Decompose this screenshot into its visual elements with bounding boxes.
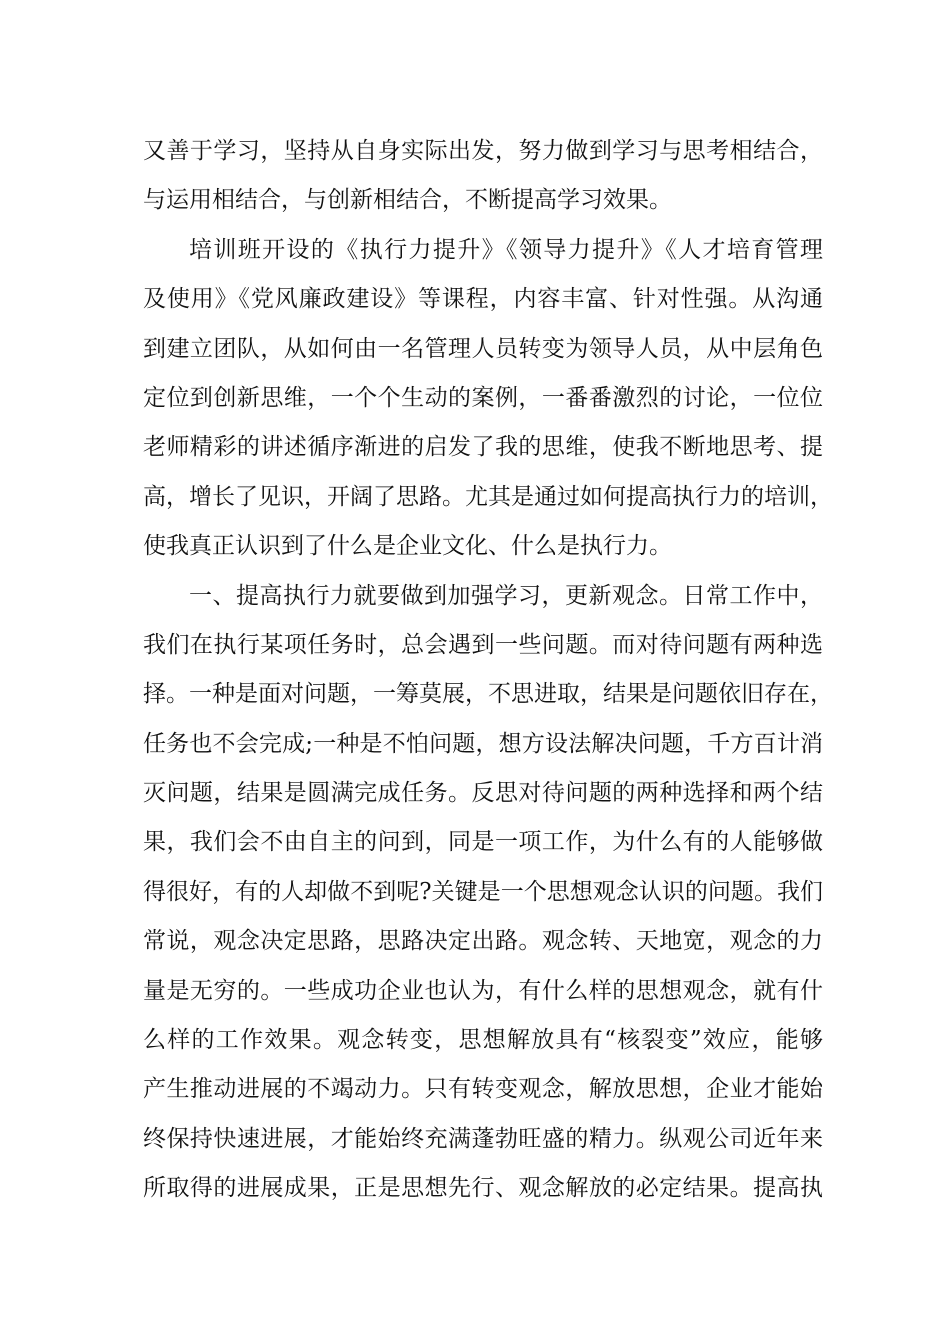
text-line: 高，增长了见识，开阔了思路。尤其是通过如何提高执行力的培训， [143, 483, 833, 510]
text-line: 所取得的进展成果，正是思想先行、观念解放的必定结果。提高执 [143, 1175, 823, 1202]
text-line: 量是无穷的。一些成功企业也认为，有什么样的思想观念，就有什 [143, 977, 823, 1004]
text-line: 老师精彩的讲述循序渐进的启发了我的思维，使我不断地思考、提 [143, 434, 823, 461]
text-line: 得很好，有的人却做不到呢?关键是一个思想观念认识的问题。我们 [143, 878, 823, 905]
text-line: 使我真正认识到了什么是企业文化、什么是执行力。 [143, 533, 672, 560]
text-line: 及使用》《党风廉政建设》等课程，内容丰富、针对性强。从沟通 [143, 286, 823, 313]
document-body [143, 127, 833, 1214]
text-line: 与运用相结合，与创新相结合，不断提高学习效果。 [143, 187, 672, 214]
text-line: 终保持快速进展，才能始终充满蓬勃旺盛的精力。纵观公司近年来 [143, 1125, 823, 1152]
text-line: 灭问题，结果是圆满完成任务。反思对待问题的两种选择和两个结 [143, 780, 823, 807]
text-line: 择。一种是面对问题，一筹莫展，不思进取，结果是问题依旧存在， [143, 681, 833, 708]
text-line: 又善于学习，坚持从自身实际出发，努力做到学习与思考相结合， [143, 138, 823, 164]
paragraph-first-line: 一、提高执行力就要做到加强学习，更新观念。日常工作中， [189, 582, 823, 609]
text-line: 果，我们会不由自主的问到，同是一项工作，为什么有的人能够做 [143, 829, 823, 856]
text-line: 任务也不会完成;一种是不怕问题，想方设法解决问题，千方百计消 [143, 730, 823, 757]
text-line: 产生推动进展的不竭动力。只有转变观念，解放思想，企业才能始 [143, 1076, 823, 1103]
paragraph-first-line: 培训班开设的《执行力提升》《领导力提升》《人才培育管理 [189, 236, 823, 263]
text-line: 到建立团队，从如何由一名管理人员转变为领导人员，从中层角色 [143, 335, 823, 362]
text-line: 我们在执行某项任务时，总会遇到一些问题。而对待问题有两种选 [143, 631, 823, 658]
text-line: 常说，观念决定思路，思路决定出路。观念转、天地宽，观念的力 [143, 928, 823, 955]
text-line: 么样的工作效果。观念转变，思想解放具有“核裂变”效应，能够 [143, 1027, 823, 1054]
text-line: 定位到创新思维，一个个生动的案例，一番番激烈的讨论，一位位 [143, 384, 823, 411]
